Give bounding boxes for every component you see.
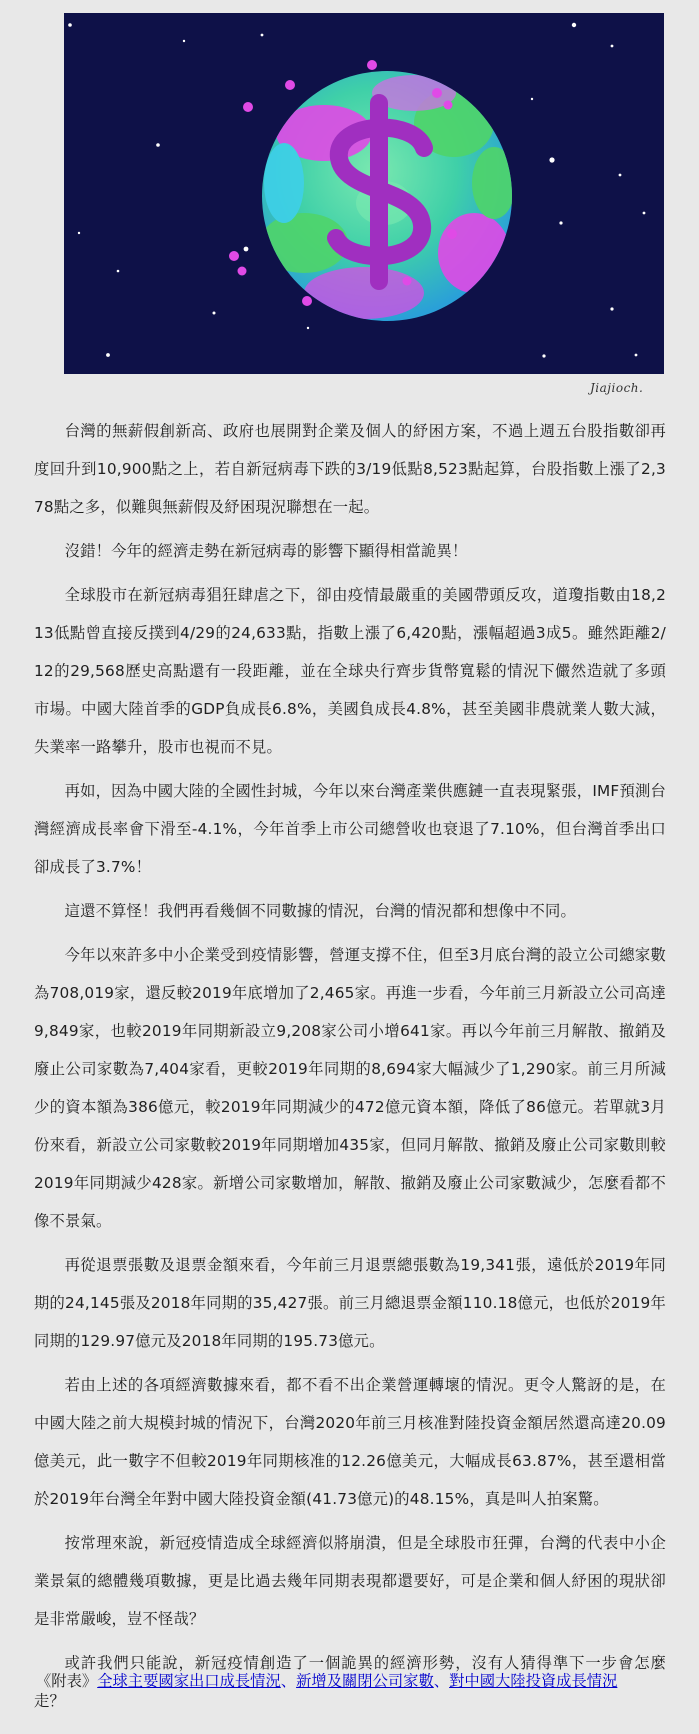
globe-dollar-illustration [64, 13, 664, 374]
paragraph: 再從退票張數及退票金額來看，今年前三月退票總張數為19,341張，遠低於2019年同期的24,145張及2018年同期的35,427張。前三月總退票金額110.18億元，也低於2019年同期的129.97億元及2018年同期的195.73億元。 [34, 1256, 666, 1350]
paragraph: 沒錯！今年的經濟走勢在新冠病毒的影響下顯得相當詭異！ [64, 542, 468, 560]
link-separator: 、 [280, 1672, 297, 1690]
appendix-link-china-investment[interactable]: 對中國大陸投資成長情況 [449, 1672, 618, 1690]
link-separator: 、 [433, 1672, 450, 1690]
article-body [34, 412, 666, 1726]
paragraph: 今年以來許多中小企業受到疫情影響，營運支撐不住，但至3月底台灣的設立公司總家數為708,019家，還反較2019年底增加了2,465家。再進一步看，今年前三月新設立公司高達9,849家，也較2019年同期新設立9,208家公司小增641家。再以今年前三月解散、撤銷及廢止公司家數為7,404家看，更較2019年同期的8,694家大幅減少了1,290家。前三月所減少的資本額為386億元，較2019年同期減少的472億元資本額，降低了86億元。若單就3月份來看，新設立公司家數較2019年同期增加435家，但同月解散、撤銷及廢止公司家數則較2019年同期減少428家。新增公司家數增加，解散、撤銷及廢止公司家數減少，怎麼看都不像不景氣。 [34, 946, 666, 1230]
appendix-label: 《附表》 [36, 1672, 98, 1690]
appendix-link-company-count[interactable]: 新增及關閉公司家數 [296, 1672, 434, 1690]
paragraph: 再如，因為中國大陸的全國性封城，今年以來台灣產業供應鏈一直表現緊張，IMF預測台灣經濟成長率會下滑至-4.1%，今年首季上市公司總營收也衰退了7.10%，但台灣首季出口卻成長了3.7%！ [34, 782, 666, 876]
appendix-links [36, 1670, 617, 1692]
paragraph: 若由上述的各項經濟數據來看，都不看不出企業營運轉壞的情況。更令人驚訝的是，在中國大陸之前大規模封城的情況下，台灣2020年前三月核准對陸投資金額居然還高達20.09億美元，此一數字不但較2019年同期核准的12.26億美元，大幅成長63.87%，甚至還相當於2019年台灣全年對中國大陸投資金額(41.73億元)的48.15%，真是叫人拍案驚。 [34, 1376, 666, 1508]
paragraph: 或許我們只能說，新冠疫情創造了一個詭異的經濟形勢，沒有人猜得準下一步會怎麼走？ [34, 1654, 666, 1710]
appendix-link-export-growth[interactable]: 全球主要國家出口成長情況 [97, 1672, 281, 1690]
cartoon-illustration [64, 13, 664, 374]
paragraph: 按常理來說，新冠疫情造成全球經濟似將崩潰，但是全球股市狂彈，台灣的代表中小企業景氣的總體幾項數據，更是比過去幾年同期表現都還要好，可是企業和個人紓困的現狀卻是非常嚴峻，豈不怪哉？ [34, 1534, 666, 1628]
paragraph: 全球股市在新冠病毒猖狂肆虐之下，卻由疫情最嚴重的美國帶頭反攻，道瓊指數由18,213低點曾直接反撲到4/29的24,633點，指數上漲了6,420點，漲幅超過3成5。雖然距離2/12的29,568歷史高點還有一段距離，並在全球央行齊步貨幣寬鬆的情況下儼然造就了多頭市場。中國大陸首季的GDP負成長6.8%，美國負成長4.8%，甚至美國非農就業人數大減，失業率一路攀升，股市也視而不見。 [34, 586, 666, 756]
paragraph: 台灣的無薪假創新高、政府也展開對企業及個人的紓困方案，不過上週五台股指數卻再度回升到10,900點之上，若自新冠病毒下跌的3/19低點8,523點起算，台股指數上漲了2,378點之多，似難與無薪假及紓困現況聯想在一起。 [34, 422, 666, 516]
paragraph: 這還不算怪！我們再看幾個不同數據的情況，台灣的情況都和想像中不同。 [64, 902, 576, 920]
artist-signature: Jiajioch. [590, 381, 644, 395]
